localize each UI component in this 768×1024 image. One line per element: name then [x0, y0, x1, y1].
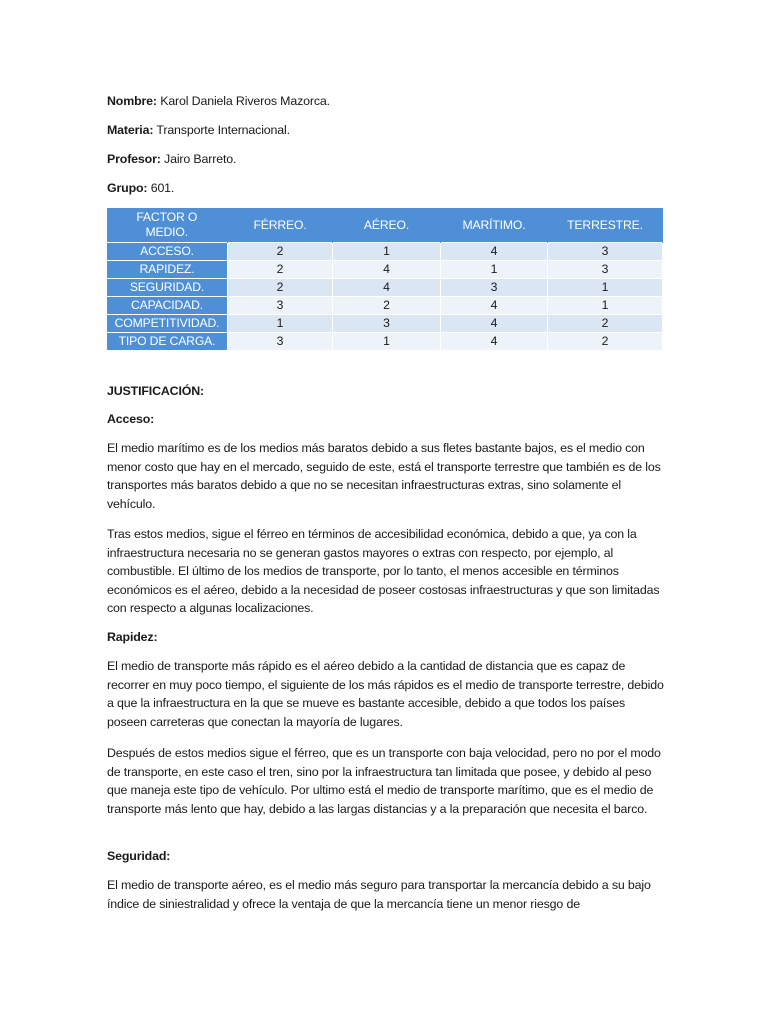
nombre-value: Karol Daniela Riveros Mazorca. — [156, 94, 330, 108]
table-cell: 3 — [441, 279, 548, 297]
acceso-paragraph-1: El medio marítimo es de los medios más baratos debido a sus fletes bastante bajos, es el medio con menor costo que hay en el mercado, seguido de este, está el transporte terrestre que también es de los transportes más baratos debido a que no se necesitan infraestructuras extras, sino solamente el vehículo. — [107, 441, 661, 511]
table-cell: 1 — [333, 243, 441, 261]
table-cell: 4 — [441, 297, 548, 315]
materia-label: Materia: — [107, 123, 154, 137]
column-header: MARÍTIMO. — [441, 208, 548, 243]
grupo-label: Grupo: — [107, 181, 148, 195]
rapidez-heading: Rapidez: — [107, 630, 158, 644]
materia-line — [107, 122, 290, 138]
profesor-value: Jairo Barreto. — [160, 152, 237, 166]
rapidez-paragraph-1: El medio de transporte más rápido es el aéreo debido a la cantidad de distancia que es capaz de recorrer en muy poco tiempo, el siguiente de los más rápidos es el medio de transporte terrestre, debido a que la infraestructura en la que se mueve es bastante accesible, debido a que todos los países poseen carreteras que conectan la mayoría de lugares. — [107, 659, 664, 729]
corner-line-1: FACTOR O — [136, 210, 198, 224]
table-row — [107, 243, 663, 261]
rapidez-paragraph-2: Después de estos medios sigue el férreo, que es un transporte con baja velocidad, pero no por el modo de transporte, en este caso el tren, sino por la infraestructura tan limitada que posee, y debido al peso que maneja este tipo de vehículo. Por ultimo está el medio de transporte marítimo, que es el medio de transporte más lento que hay, debido a las largas distancias y a la preparación que necesita el barco. — [107, 746, 661, 816]
table-cell: 3 — [228, 297, 333, 315]
acceso-heading: Acceso: — [107, 412, 155, 426]
table-cell: 3 — [548, 261, 663, 279]
corner-line-2: MEDIO. — [145, 225, 188, 239]
factors-table — [106, 208, 663, 351]
table-cell: 3 — [333, 315, 441, 333]
column-header: FÉRREO. — [228, 208, 333, 243]
table-cell: 2 — [228, 279, 333, 297]
row-label: SEGURIDAD. — [107, 279, 228, 297]
profesor-label: Profesor: — [107, 152, 161, 166]
grupo-line — [107, 180, 174, 196]
table-cell: 3 — [548, 243, 663, 261]
grupo-value: 601. — [147, 181, 175, 195]
table-cell: 4 — [333, 261, 441, 279]
table-corner-header — [107, 208, 228, 243]
justificacion-title: JUSTIFICACIÓN: — [107, 384, 205, 398]
table-cell: 4 — [441, 333, 548, 351]
nombre-label: Nombre: — [107, 94, 157, 108]
column-header: TERRESTRE. — [548, 208, 663, 243]
table-cell: 4 — [441, 243, 548, 261]
table-cell: 1 — [333, 333, 441, 351]
row-label: CAPACIDAD. — [107, 297, 228, 315]
table-row — [107, 333, 663, 351]
table-header-row — [107, 208, 663, 243]
row-label: COMPETITIVIDAD. — [107, 315, 228, 333]
column-header: AÉREO. — [333, 208, 441, 243]
table-row — [107, 261, 663, 279]
table-row — [107, 315, 663, 333]
table-cell: 1 — [548, 297, 663, 315]
table-cell: 2 — [228, 243, 333, 261]
table-cell: 3 — [228, 333, 333, 351]
table-cell: 1 — [548, 279, 663, 297]
table-row — [107, 297, 663, 315]
seguridad-paragraph-1: El medio de transporte aéreo, es el medio más seguro para transportar la mercancía debido a su bajo índice de siniestralidad y ofrece la ventaja de que la mercancía tiene un menor riesgo de — [107, 878, 651, 911]
table-cell: 2 — [548, 333, 663, 351]
row-label: RAPIDEZ. — [107, 261, 228, 279]
table-cell: 2 — [333, 297, 441, 315]
row-label: ACCESO. — [107, 243, 228, 261]
acceso-paragraph-2: Tras estos medios, sigue el férreo en términos de accesibilidad económica, debido a que, ya con la infraestructura necesaria no se generan gastos mayores o extras con respecto, por ejemplo, al combustible. El último de los medios de transporte, por lo tanto, el menos accesible en términos económicos es el aéreo, debido a la necesidad de poseer costosas infraestructuras y que son limitadas con respecto a algunas localizaciones. — [107, 527, 660, 616]
seguridad-heading: Seguridad: — [107, 849, 171, 863]
row-label: TIPO DE CARGA. — [107, 333, 228, 351]
materia-value: Transporte Internacional. — [153, 123, 290, 137]
nombre-line — [107, 93, 330, 109]
table-cell: 4 — [333, 279, 441, 297]
table-cell: 2 — [548, 315, 663, 333]
table-cell: 1 — [441, 261, 548, 279]
profesor-line — [107, 151, 236, 167]
table-cell: 4 — [441, 315, 548, 333]
table-cell: 1 — [228, 315, 333, 333]
table-row — [107, 279, 663, 297]
table-cell: 2 — [228, 261, 333, 279]
